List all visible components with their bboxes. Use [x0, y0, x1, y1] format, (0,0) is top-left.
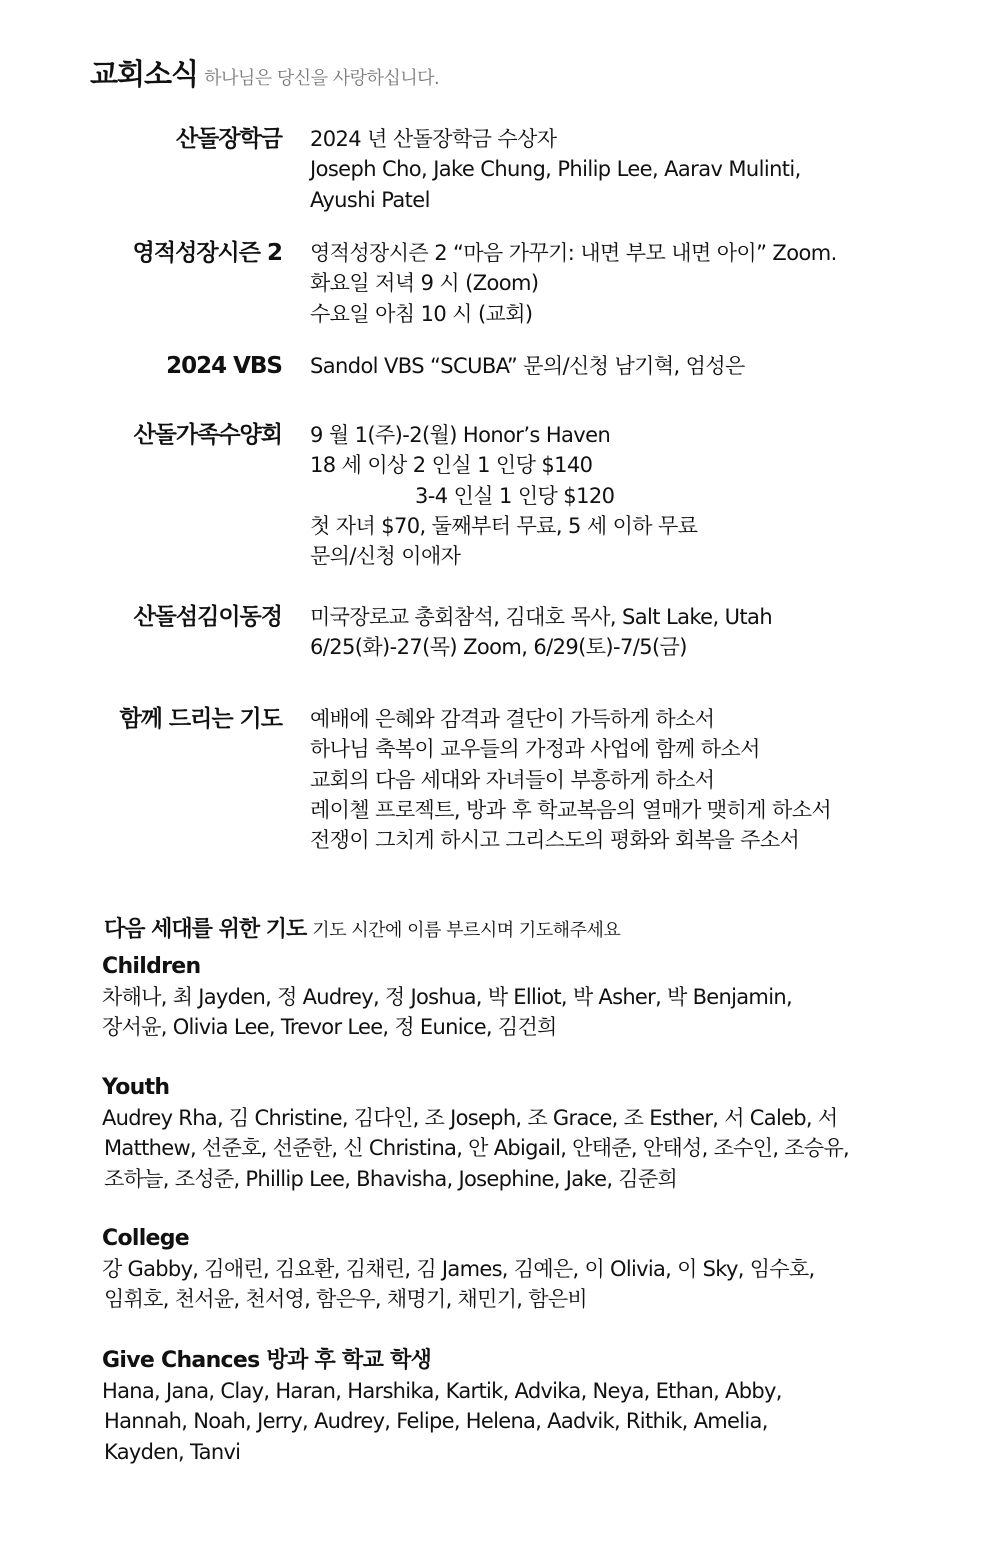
news-label: 영적성장시즌 2	[132, 240, 282, 266]
news-line: 9 월 1(주)-2(월) Honor’s Haven	[310, 423, 611, 447]
news-label: 2024 VBS	[166, 353, 282, 379]
news-label: 산돌섬김이동정	[133, 604, 282, 630]
name-list-line: 차해나, 최 Jayden, 정 Audrey, 정 Joshua, 박 Elliot, 박 Asher, 박 Benjamin,	[102, 985, 792, 1009]
news-line: 2024 년 산돌장학금 수상자	[310, 127, 557, 151]
news-line: 하나님 축복이 교우들의 가정과 사업에 함께 하소서	[310, 737, 760, 762]
name-list-line: Matthew, 선준호, 선준한, 신 Christina, 안 Abigail, 안태준, 안태성, 조수인, 조승유,	[104, 1136, 850, 1161]
prayer-group-youth	[102, 1073, 982, 1194]
name-list-line: 조하늘, 조성준, Phillip Lee, Bhavisha, Josephine, Jake, 김준희	[104, 1166, 678, 1191]
news-line: 미국장로교 총회참석, 김대호 목사, Salt Lake, Utah	[310, 605, 773, 629]
name-list-line: 강 Gabby, 김애린, 김요환, 김채린, 김 James, 김예은, 이 Olivia, 이 Sky, 임수호,	[102, 1257, 815, 1281]
news-line: 예배에 은혜와 감격과 결단이 가득하게 하소서	[310, 707, 715, 731]
page-subtitle: 하나님은 당신을 사랑하십니다.	[204, 68, 440, 89]
prayer-section-header	[104, 912, 620, 943]
news-line: 문의/신청 이애자	[310, 544, 461, 569]
news-line: 18 세 이상 2 인실 1 인당 $140	[310, 453, 593, 478]
name-list-line: Hana, Jana, Clay, Haran, Harshika, Kartik, Advika, Neya, Ethan, Abby,	[102, 1379, 782, 1403]
news-line: 화요일 저녁 9 시 (Zoom)	[310, 271, 539, 296]
prayer-section-title: 다음 세대를 위한 기도	[104, 917, 307, 942]
prayer-group-give-chances	[102, 1346, 982, 1467]
news-label: 산돌장학금	[175, 126, 282, 152]
name-list-line: Kayden, Tanvi	[104, 1439, 241, 1464]
news-line: 레이첼 프로젝트, 방과 후 학교복음의 열매가 맺히게 하소서	[310, 797, 832, 822]
page-header	[90, 52, 439, 93]
group-title: College	[102, 1226, 190, 1251]
news-line: 6/25(화)-27(목) Zoom, 6/29(토)-7/5(금)	[310, 635, 687, 660]
news-line: Joseph Cho, Jake Chung, Philip Lee, Aarav Mulinti,	[310, 157, 801, 182]
news-line: 수요일 아침 10 시 (교회)	[310, 301, 533, 326]
news-line: Sandol VBS “SCUBA” 문의/신청 남기혁, 엄성은	[310, 354, 745, 378]
name-list-line: Hannah, Noah, Jerry, Audrey, Felipe, Helena, Aadvik, Rithik, Amelia,	[104, 1409, 768, 1434]
news-line: 3-4 인실 1 인당 $120	[415, 483, 615, 508]
group-title: Give Chances 방과 후 학교 학생	[102, 1348, 432, 1373]
prayer-section-subtitle: 기도 시간에 이름 부르시며 기도해주세요	[312, 920, 621, 941]
name-list-line: 장서윤, Olivia Lee, Trevor Lee, 정 Eunice, 김건희	[102, 1015, 557, 1040]
prayer-group-children	[102, 952, 982, 1043]
news-line: 첫 자녀 $70, 둘째부터 무료, 5 세 이하 무료	[310, 513, 698, 538]
news-line: Ayushi Patel	[310, 187, 430, 212]
group-title: Youth	[102, 1075, 170, 1100]
news-line: 영적성장시즌 2 “마음 가꾸기: 내면 부모 내면 아이” Zoom.	[310, 241, 837, 265]
prayer-group-college	[102, 1224, 982, 1315]
news-label: 함께 드리는 기도	[119, 706, 282, 732]
news-label: 산돌가족수양회	[133, 422, 282, 448]
news-line: 전쟁이 그치게 하시고 그리스도의 평화와 회복을 주소서	[310, 828, 800, 853]
name-list-line: Audrey Rha, 김 Christine, 김다인, 조 Joseph, 조 Grace, 조 Esther, 서 Caleb, 서	[102, 1106, 838, 1130]
page-title: 교회소식	[90, 57, 199, 91]
name-list-line: 임휘호, 천서윤, 천서영, 함은우, 채명기, 채민기, 함은비	[104, 1287, 588, 1312]
news-line: 교회의 다음 세대와 자녀들이 부흥하게 하소서	[310, 767, 715, 792]
group-title: Children	[102, 954, 201, 979]
